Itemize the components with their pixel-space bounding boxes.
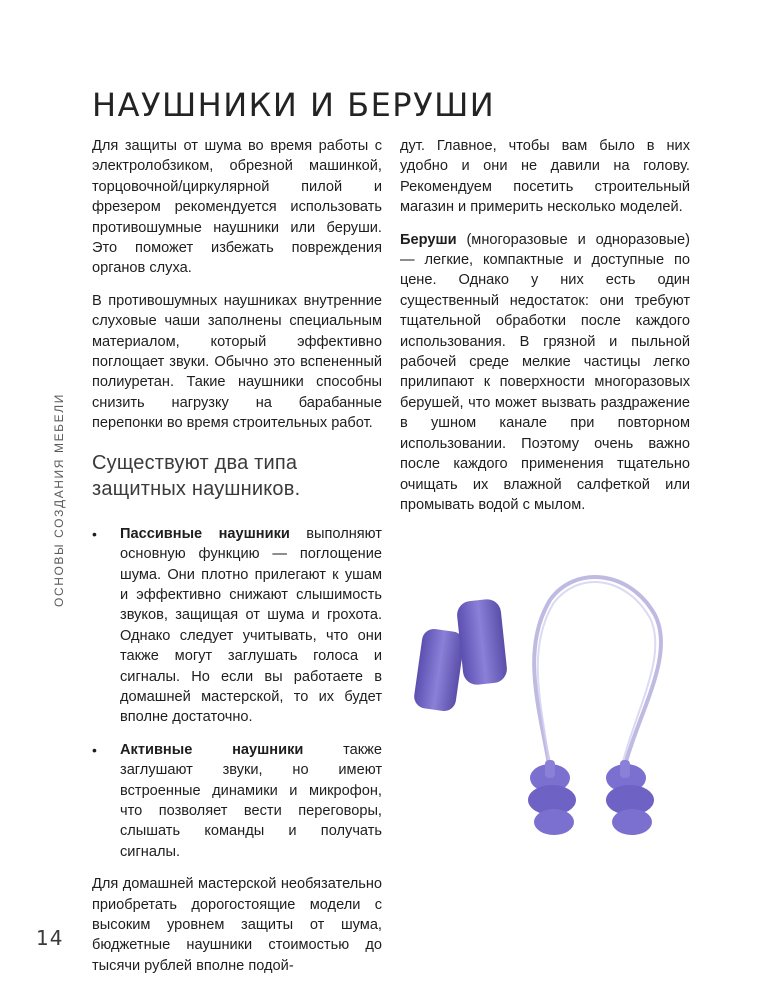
list-item-text (120, 740, 382, 862)
continuation-paragraph: дут. Главное, чтобы вам было в них удобно и они не давили на голову. Рекомендуем посетить строительный магазин и примерить несколько моделей. (400, 138, 690, 216)
page-number: 14 (36, 926, 64, 950)
budget-paragraph: Для домашней мастерской необязательно приобретать дорогостоящие модели с высоким уровнем защиты от шума, бюджетные наушники стоимостью до тысячи рублей вполне подой- (92, 876, 382, 974)
list-item (92, 740, 382, 862)
earplugs-body: (многоразовые и одноразовые) — легкие, компактные и доступные по цене. Однако у них есть один существенный недостаток: они требуют тщательной обработки после каждого использования. В грязной и пыльной рабочей среде мелкие частицы легко прилипают к поверхности многоразовых берушей, что может вызвать раздражение в ушном канале при повторном использовании. Поэтому очень важно после каждого применения тщательно очищать их влажной салфеткой или промывать водой с мылом. (400, 231, 690, 513)
page-title: НАУШНИКИ И БЕРУШИ (92, 86, 496, 124)
intro-paragraph: Для защиты от шума во время работы с электролобзиком, обрезной машинкой, торцовочной/циркулярной пилой и фрезером рекомендуется использовать противошумные наушники или беруши. Это поможет избежать повреждения органов слуха. (92, 138, 382, 277)
left-column (92, 136, 382, 988)
subheading: Существуют два типа защитных наушников. (92, 451, 301, 500)
earplugs-photo (400, 560, 700, 860)
list-item-text (120, 524, 382, 728)
bullet-marker: • (92, 525, 97, 542)
foam-earplug-right (456, 598, 509, 686)
foam-paragraph: В противошумных наушниках внутренние слуховые чаши заполнены специальным материалом, который эффективно поглощает звуки. Обычно это вспененный полиуретан. Такие наушники способны снизить нагрузку на барабанные перепонки во время строительных работ. (92, 292, 382, 432)
earplugs-term: Беруши (400, 231, 457, 248)
list-item (92, 524, 382, 728)
corded-earplug-right (606, 760, 654, 835)
foam-earplug-left (413, 627, 466, 712)
section-side-label: ОСНОВЫ СОЗДАНИЯ МЕБЕЛИ (52, 393, 66, 607)
right-column (400, 136, 690, 527)
earplugs-paragraph (400, 230, 690, 516)
corded-earplug-left (528, 760, 576, 835)
list-item-body: выполняют основную функцию — поглощение шума. Они плотно прилегают к ушам и эффективно снижают слышимость звуков, защищая от шума и грохота. Однако следует учитывать, что они также могут заглушать голоса и сигналы. Но если вы работаете в домашней мастерской, то их будет вполне достаточно. (120, 525, 382, 726)
list-item-term: Активные наушники (120, 741, 304, 758)
list-item-body: также заглушают звуки, но имеют встроенные динамики и микрофон, что позволяет вести переговоры, слышать команды и получать сигналы. (120, 741, 382, 860)
bullet-marker: • (92, 741, 97, 758)
list-item-term: Пассивные наушники (120, 525, 290, 542)
